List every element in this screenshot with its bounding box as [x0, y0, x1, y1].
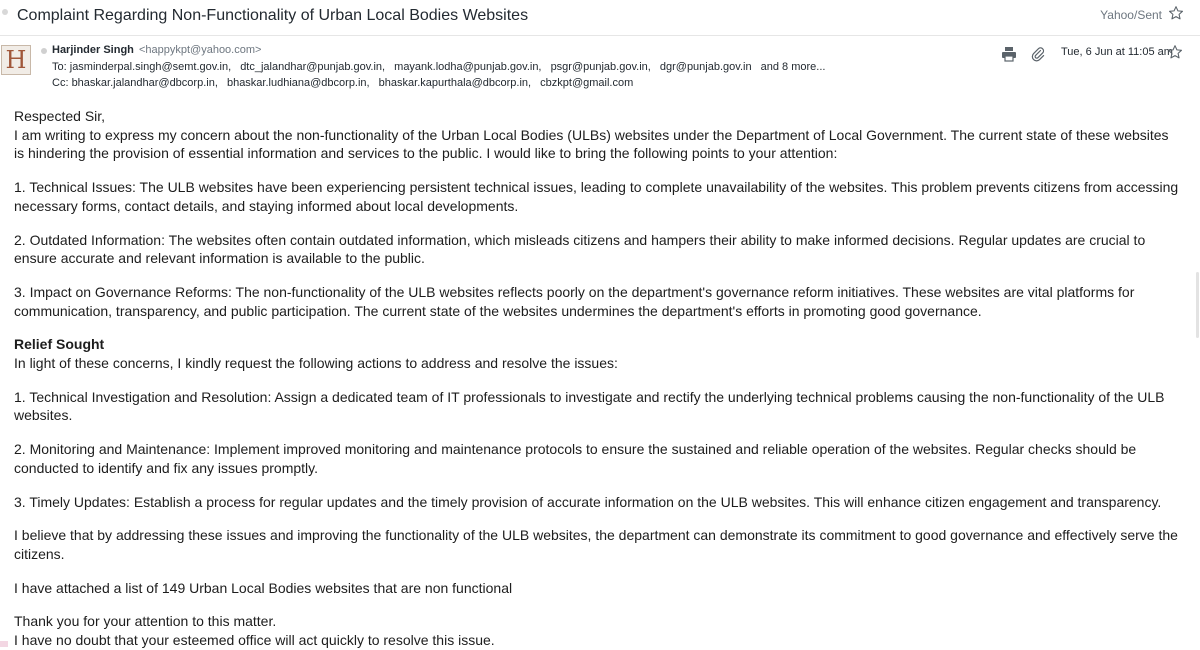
recipient-address[interactable]: dgr@punjab.gov.in — [659, 61, 752, 73]
closing-line: I have no doubt that your esteemed office will act quickly to resolve this issue. — [14, 632, 495, 649]
unread-dot-icon — [2, 9, 8, 15]
message-date: Tue, 6 Jun at 11:05 am — [1061, 46, 1173, 58]
paperclip-icon[interactable] — [1031, 46, 1045, 62]
sender-name[interactable]: Harjinder Singh — [52, 44, 134, 56]
print-icon[interactable] — [1001, 46, 1017, 62]
cc-label: Cc: — [52, 77, 69, 89]
message-body — [14, 107, 1179, 650]
belief-paragraph: I believe that by addressing these issues and improving the functionality of the ULB websites, the department can demonstrate its commitment to good governance and effectively serve the citizens. — [14, 527, 1178, 562]
sender-email[interactable]: <happykpt@yahoo.com> — [138, 44, 262, 56]
point-item: 2. Outdated Information: The websites often contain outdated information, which misleads citizens and hampers their ability to make informed decisions. Regular updates are crucial to ensure accurate and relevant information is available to the public. — [14, 231, 1146, 267]
to-recipients — [52, 61, 825, 73]
sender-line — [52, 44, 261, 56]
star-icon[interactable] — [1167, 44, 1183, 60]
action-item: 3. Timely Updates: Establish a process for regular updates and the timely provision of accurate information on the ULB websites. This will enhance citizen engagement and transparency. — [14, 493, 1162, 510]
intro-paragraph: I am writing to express my concern about the non-functionality of the Urban Local Bodies (ULBs) websites under the Department of Local Government. The current state of these websites is hindering the provision of essential information and services to the public. I would like to bring the following points to your attention: — [14, 126, 1169, 162]
more-recipients-link[interactable]: and 8 more... — [760, 61, 826, 73]
recipient-address[interactable]: dtc_jalandhar@punjab.gov.in, — [240, 61, 386, 73]
star-icon[interactable] — [1168, 5, 1184, 21]
action-item: 1. Technical Investigation and Resolution: Assign a dedicated team of IT professionals to investigate and rectify the underlying technical problems causing the non-functionality of the ULB websites. — [14, 388, 1165, 424]
bottom-edge-strip — [0, 641, 8, 647]
presence-dot-icon — [41, 48, 47, 54]
message-subject-bar — [0, 0, 1200, 36]
sender-avatar[interactable]: H — [1, 45, 31, 75]
relief-heading: Relief Sought — [14, 336, 105, 353]
attachment-note: I have attached a list of 149 Urban Local Bodies websites that are non functional — [14, 579, 513, 596]
action-item: 2. Monitoring and Maintenance: Implement improved monitoring and maintenance protocols to ensure the sustained and reliable operation of the websites. Regular checks should be conducted to identify and fix any issues promptly. — [14, 441, 1137, 476]
point-item: 3. Impact on Governance Reforms: The non-functionality of the ULB websites reflects poorly on the department's governance reform initiatives. These websites are vital platforms for communication, transparency, and public participation. The current state of the websites undermines the department's efforts in promoting good governance. — [14, 283, 1135, 319]
folder-label[interactable]: Yahoo/Sent — [1100, 8, 1162, 22]
recipient-address[interactable]: psgr@punjab.gov.in, — [550, 61, 651, 73]
greeting: Respected Sir, — [14, 108, 106, 124]
cc-address[interactable]: bhaskar.jalandhar@dbcorp.in, — [71, 77, 218, 89]
point-item: 1. Technical Issues: The ULB websites have been experiencing persistent technical issues, leading to complete unavailability of the websites. This problem prevents citizens from accessing necessary forms, contact details, and staying informed about local developments. — [14, 179, 1179, 214]
recipient-address[interactable]: mayank.lodha@punjab.gov.in, — [394, 61, 542, 73]
to-label: To: — [52, 61, 67, 73]
recipient-address[interactable]: jasminderpal.singh@semt.gov.in, — [69, 61, 232, 73]
cc-address[interactable]: bhaskar.ludhiana@dbcorp.in, — [226, 77, 370, 89]
relief-intro: In light of these concerns, I kindly request the following actions to address and resolve the issues: — [14, 355, 618, 372]
thanks-line: Thank you for your attention to this matter. — [14, 613, 277, 630]
scrollbar-thumb[interactable] — [1196, 272, 1199, 338]
cc-recipients — [52, 77, 639, 89]
cc-address[interactable]: bhaskar.kapurthala@dbcorp.in, — [378, 77, 532, 89]
cc-address[interactable]: cbzkpt@gmail.com — [540, 77, 634, 89]
message-subject: Complaint Regarding Non-Functionality of Urban Local Bodies Websites — [17, 7, 529, 24]
